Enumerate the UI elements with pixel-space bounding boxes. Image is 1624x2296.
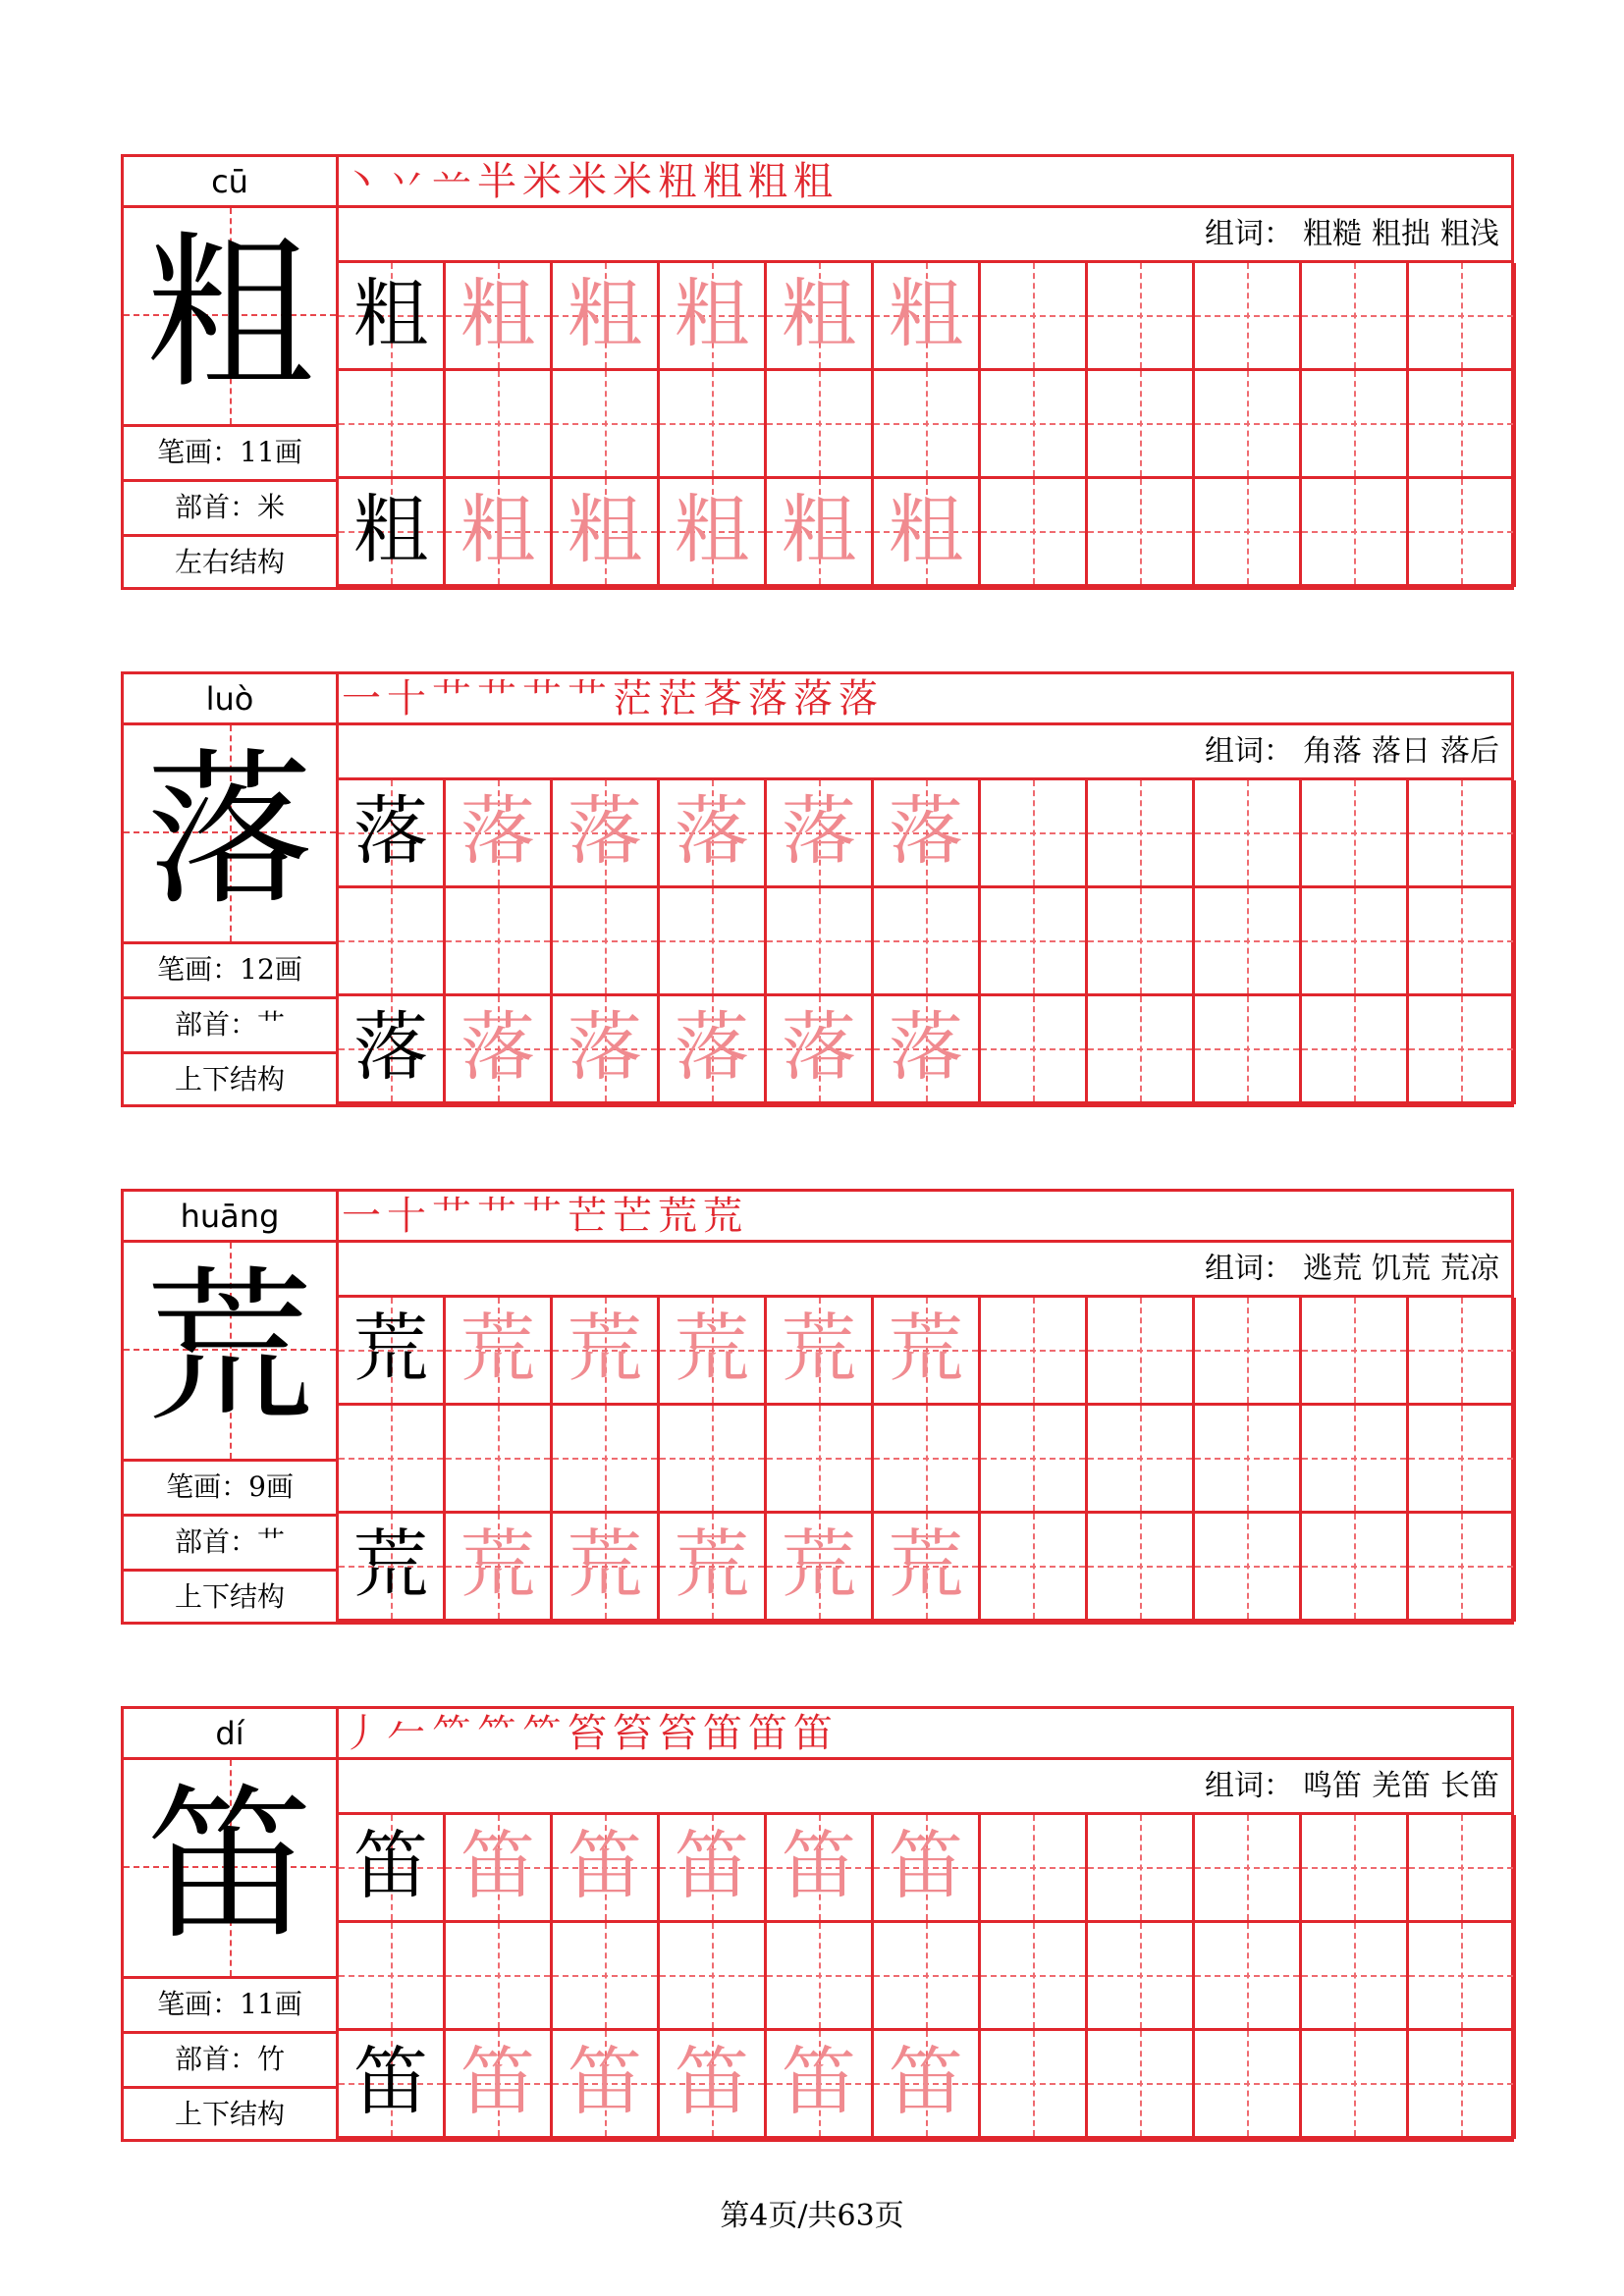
stroke-step: 笞 — [658, 1711, 697, 1756]
model-character: 落 — [145, 734, 313, 929]
page-footer: 第4页/共63页 — [720, 2199, 904, 2233]
practice-cell[interactable] — [981, 1514, 1088, 1622]
practice-cell[interactable] — [1088, 2031, 1195, 2139]
practice-cell[interactable] — [767, 371, 874, 479]
stroke-step: 笛 — [793, 1711, 833, 1756]
practice-cell[interactable] — [767, 1298, 874, 1406]
word: 粗拙 — [1372, 217, 1431, 251]
trace-character: 落 — [568, 1003, 642, 1091]
trace-character: 落 — [889, 1003, 963, 1091]
practice-cell[interactable] — [1409, 780, 1516, 888]
practice-cell[interactable] — [1088, 996, 1195, 1104]
word: 荒凉 — [1440, 1252, 1499, 1286]
trace-character: 荒 — [675, 1521, 749, 1608]
stroke-step: 落 — [793, 676, 833, 721]
practice-cell[interactable] — [446, 371, 553, 479]
practice-cell[interactable] — [874, 888, 981, 996]
stroke-count: 笔画：9画 — [124, 1459, 336, 1514]
character-info-panel — [124, 1192, 339, 1622]
practice-cell[interactable] — [981, 888, 1088, 996]
example-character: 落 — [353, 1003, 428, 1091]
structure: 上下结构 — [124, 2086, 336, 2141]
practice-cell[interactable] — [339, 1514, 446, 1622]
trace-character: 笛 — [675, 1822, 749, 1909]
trace-character: 荒 — [889, 1521, 963, 1608]
practice-cell[interactable] — [1409, 2031, 1516, 2139]
practice-cell[interactable] — [1195, 2031, 1302, 2139]
model-character-box — [124, 725, 336, 941]
practice-cell[interactable] — [981, 780, 1088, 888]
practice-cell[interactable] — [1409, 996, 1516, 1104]
trace-character: 落 — [675, 1003, 749, 1091]
practice-cell[interactable] — [339, 996, 446, 1104]
practice-cell[interactable] — [339, 780, 446, 888]
radical: 部首：艹 — [124, 996, 336, 1051]
stroke-step: 艹 — [522, 1194, 562, 1239]
practice-cell[interactable] — [981, 996, 1088, 1104]
trace-character: 笛 — [889, 2038, 963, 2125]
pinyin: dí — [124, 1709, 336, 1760]
practice-cell[interactable] — [553, 479, 660, 587]
stroke-step: 粗 — [703, 159, 742, 204]
stroke-step: 米 — [568, 159, 607, 204]
words-label: 组词： — [1205, 217, 1293, 251]
word: 逃荒 — [1303, 1252, 1362, 1286]
practice-cell[interactable] — [660, 1298, 767, 1406]
stroke-step: 笛 — [703, 1711, 742, 1756]
word-list — [339, 1760, 1511, 1815]
model-character: 粗 — [145, 217, 313, 411]
practice-cell[interactable] — [1088, 1298, 1195, 1406]
trace-character: 笛 — [568, 1822, 642, 1909]
practice-cell[interactable] — [553, 2031, 660, 2139]
practice-cell[interactable] — [1088, 1923, 1195, 2031]
character-info-panel — [124, 157, 339, 587]
practice-cell[interactable] — [1409, 1923, 1516, 2031]
practice-cell[interactable] — [1088, 888, 1195, 996]
stroke-step: 笞 — [613, 1711, 652, 1756]
practice-cell[interactable] — [767, 888, 874, 996]
word: 饥荒 — [1372, 1252, 1431, 1286]
practice-cell[interactable] — [660, 1514, 767, 1622]
model-character-box — [124, 208, 336, 424]
words-label: 组词： — [1205, 734, 1293, 769]
practice-cell[interactable] — [1302, 2031, 1409, 2139]
example-character: 落 — [353, 787, 428, 875]
practice-cell[interactable] — [446, 1514, 553, 1622]
practice-cell[interactable] — [874, 1923, 981, 2031]
practice-cell[interactable] — [1302, 1406, 1409, 1514]
character-info-panel — [124, 1709, 339, 2139]
practice-cell[interactable] — [553, 1514, 660, 1622]
practice-cell[interactable] — [1302, 1514, 1409, 1622]
stroke-count: 笔画：11画 — [124, 424, 336, 479]
stroke-step: 茫 — [658, 676, 697, 721]
stroke-step: 落 — [748, 676, 787, 721]
trace-character: 粗 — [568, 270, 642, 357]
practice-cell[interactable] — [1088, 1406, 1195, 1514]
practice-cell[interactable] — [339, 1815, 446, 1923]
practice-cell[interactable] — [553, 780, 660, 888]
stroke-count: 笔画：12画 — [124, 941, 336, 996]
practice-cell[interactable] — [339, 1923, 446, 2031]
practice-cell[interactable] — [874, 263, 981, 371]
trace-character: 粗 — [568, 486, 642, 573]
stroke-step: 一 — [342, 676, 381, 721]
practice-cell[interactable] — [1409, 1406, 1516, 1514]
practice-cell[interactable] — [767, 780, 874, 888]
structure: 上下结构 — [124, 1051, 336, 1106]
stroke-step: 笞 — [568, 1711, 607, 1756]
stroke-step: 粈 — [658, 159, 697, 204]
stroke-step: 丶 — [342, 159, 381, 204]
practice-cell[interactable] — [1302, 479, 1409, 587]
practice-cell[interactable] — [767, 1815, 874, 1923]
practice-cell[interactable] — [874, 371, 981, 479]
character-block — [121, 1189, 1514, 1625]
practice-cell[interactable] — [1088, 1815, 1195, 1923]
practice-cell[interactable] — [874, 479, 981, 587]
stroke-step: 十 — [387, 676, 426, 721]
trace-character: 粗 — [889, 486, 963, 573]
words-label: 组词： — [1205, 1769, 1293, 1803]
practice-panel — [339, 1192, 1511, 1622]
trace-character: 笛 — [460, 2038, 535, 2125]
practice-cell[interactable] — [553, 1406, 660, 1514]
practice-cell[interactable] — [553, 888, 660, 996]
practice-cell[interactable] — [874, 1815, 981, 1923]
stroke-step: 荒 — [703, 1194, 742, 1239]
practice-cell[interactable] — [1195, 1298, 1302, 1406]
practice-cell[interactable] — [660, 1815, 767, 1923]
pinyin: cū — [124, 157, 336, 208]
word: 落日 — [1372, 734, 1431, 769]
practice-panel — [339, 157, 1511, 587]
stroke-order — [339, 1709, 1511, 1760]
trace-character: 荒 — [782, 1521, 856, 1608]
word: 粗浅 — [1440, 217, 1499, 251]
trace-character: 粗 — [460, 270, 535, 357]
trace-character: 落 — [568, 787, 642, 875]
model-character: 荒 — [145, 1252, 313, 1446]
model-character-box — [124, 1243, 336, 1459]
practice-cell[interactable] — [553, 1815, 660, 1923]
practice-cell[interactable] — [1088, 479, 1195, 587]
stroke-step: 茫 — [613, 676, 652, 721]
practice-panel — [339, 674, 1511, 1104]
stroke-step: 丿 — [342, 1711, 381, 1756]
trace-character: 荒 — [782, 1305, 856, 1392]
practice-cell[interactable] — [660, 479, 767, 587]
example-character: 粗 — [353, 270, 428, 357]
stroke-step: 米 — [613, 159, 652, 204]
practice-cell[interactable] — [1302, 780, 1409, 888]
practice-cell[interactable] — [874, 996, 981, 1104]
radical: 部首：艹 — [124, 1514, 336, 1569]
practice-cell[interactable] — [1088, 371, 1195, 479]
practice-cell[interactable] — [660, 2031, 767, 2139]
practice-cell[interactable] — [874, 1298, 981, 1406]
practice-cell[interactable] — [339, 479, 446, 587]
practice-cell[interactable] — [1409, 1298, 1516, 1406]
practice-cell[interactable] — [981, 371, 1088, 479]
character-block — [121, 1706, 1514, 2142]
practice-cell[interactable] — [981, 263, 1088, 371]
practice-cell[interactable] — [1302, 1815, 1409, 1923]
example-character: 笛 — [353, 2038, 428, 2125]
trace-character: 荒 — [568, 1305, 642, 1392]
stroke-step: 芒 — [613, 1194, 652, 1239]
practice-cell[interactable] — [1195, 1815, 1302, 1923]
practice-cell[interactable] — [1302, 1298, 1409, 1406]
trace-character: 粗 — [889, 270, 963, 357]
practice-cell[interactable] — [553, 1298, 660, 1406]
practice-cell[interactable] — [1409, 479, 1516, 587]
practice-panel — [339, 1709, 1511, 2139]
word: 羌笛 — [1372, 1769, 1431, 1803]
trace-character: 粗 — [460, 486, 535, 573]
practice-cell[interactable] — [553, 371, 660, 479]
practice-cell[interactable] — [660, 780, 767, 888]
practice-cell[interactable] — [1195, 888, 1302, 996]
word: 角落 — [1303, 734, 1362, 769]
practice-cell[interactable] — [660, 996, 767, 1104]
practice-cell[interactable] — [446, 996, 553, 1104]
trace-character: 笛 — [782, 2038, 856, 2125]
practice-cell[interactable] — [767, 996, 874, 1104]
practice-cell[interactable] — [981, 2031, 1088, 2139]
structure: 左右结构 — [124, 534, 336, 589]
practice-cell[interactable] — [1409, 371, 1516, 479]
practice-cell[interactable] — [767, 1923, 874, 2031]
practice-cell[interactable] — [1195, 996, 1302, 1104]
trace-character: 笛 — [675, 2038, 749, 2125]
practice-grid — [339, 1298, 1511, 1622]
practice-cell[interactable] — [660, 1923, 767, 2031]
trace-character: 荒 — [889, 1305, 963, 1392]
stroke-step: ⺮ — [522, 1711, 562, 1756]
practice-cell[interactable] — [339, 2031, 446, 2139]
stroke-step: 艹 — [522, 676, 562, 721]
practice-cell[interactable] — [874, 1514, 981, 1622]
practice-cell[interactable] — [660, 263, 767, 371]
trace-character: 笛 — [889, 1822, 963, 1909]
stroke-step: 艹 — [568, 676, 607, 721]
practice-cell[interactable] — [767, 1514, 874, 1622]
trace-character: 落 — [889, 787, 963, 875]
practice-cell[interactable] — [446, 1406, 553, 1514]
practice-cell[interactable] — [1088, 780, 1195, 888]
radical: 部首：米 — [124, 479, 336, 534]
practice-cell[interactable] — [446, 479, 553, 587]
example-character: 粗 — [353, 486, 428, 573]
practice-cell[interactable] — [446, 1298, 553, 1406]
trace-character: 笛 — [460, 1822, 535, 1909]
practice-grid — [339, 1815, 1511, 2139]
practice-cell[interactable] — [339, 263, 446, 371]
stroke-order — [339, 1192, 1511, 1243]
practice-cell[interactable] — [1302, 996, 1409, 1104]
practice-cell[interactable] — [1195, 371, 1302, 479]
example-character: 荒 — [353, 1521, 428, 1608]
practice-cell[interactable] — [1302, 888, 1409, 996]
stroke-step: 丷 — [387, 159, 426, 204]
practice-cell[interactable] — [553, 1923, 660, 2031]
practice-cell[interactable] — [767, 479, 874, 587]
practice-grid — [339, 780, 1511, 1104]
practice-cell[interactable] — [874, 1406, 981, 1514]
stroke-step: 艹 — [432, 676, 471, 721]
trace-character: 粗 — [675, 270, 749, 357]
practice-cell[interactable] — [1409, 263, 1516, 371]
practice-cell[interactable] — [446, 2031, 553, 2139]
practice-cell[interactable] — [553, 263, 660, 371]
stroke-step: 十 — [387, 1194, 426, 1239]
practice-cell[interactable] — [660, 1406, 767, 1514]
trace-character: 粗 — [782, 486, 856, 573]
stroke-step: 艹 — [477, 676, 516, 721]
practice-cell[interactable] — [339, 1298, 446, 1406]
word: 粗糙 — [1303, 217, 1362, 251]
stroke-step: 一 — [342, 1194, 381, 1239]
word: 落后 — [1440, 734, 1499, 769]
practice-grid — [339, 263, 1511, 587]
practice-cell[interactable] — [553, 996, 660, 1104]
stroke-step: ⺮ — [477, 1711, 516, 1756]
practice-cell[interactable] — [874, 780, 981, 888]
practice-cell[interactable] — [446, 1815, 553, 1923]
practice-cell[interactable] — [339, 371, 446, 479]
practice-cell[interactable] — [981, 1298, 1088, 1406]
practice-cell[interactable] — [1409, 888, 1516, 996]
practice-cell[interactable] — [981, 1406, 1088, 1514]
word-list — [339, 1243, 1511, 1298]
practice-cell[interactable] — [660, 888, 767, 996]
trace-character: 落 — [460, 1003, 535, 1091]
word: 鸣笛 — [1303, 1769, 1362, 1803]
stroke-order — [339, 674, 1511, 725]
pinyin: huāng — [124, 1192, 336, 1243]
practice-cell[interactable] — [981, 479, 1088, 587]
practice-cell[interactable] — [1195, 780, 1302, 888]
trace-character: 粗 — [675, 486, 749, 573]
stroke-step: 䒑 — [432, 159, 471, 204]
practice-cell[interactable] — [1409, 1514, 1516, 1622]
stroke-step: 粗 — [793, 159, 833, 204]
practice-cell[interactable] — [1088, 263, 1195, 371]
pinyin: luò — [124, 674, 336, 725]
word: 长笛 — [1440, 1769, 1499, 1803]
trace-character: 笛 — [568, 2038, 642, 2125]
model-character: 笛 — [145, 1769, 313, 1963]
practice-cell[interactable] — [446, 780, 553, 888]
practice-cell[interactable] — [1195, 263, 1302, 371]
trace-character: 笛 — [782, 1822, 856, 1909]
trace-character: 落 — [782, 787, 856, 875]
practice-cell[interactable] — [1195, 1923, 1302, 2031]
character-block — [121, 671, 1514, 1107]
model-character-box — [124, 1760, 336, 1976]
practice-cell[interactable] — [1409, 1815, 1516, 1923]
trace-character: 落 — [782, 1003, 856, 1091]
stroke-step: 茖 — [703, 676, 742, 721]
stroke-step: 荒 — [658, 1194, 697, 1239]
practice-cell[interactable] — [1302, 1923, 1409, 2031]
trace-character: 荒 — [568, 1521, 642, 1608]
word-list — [339, 208, 1511, 263]
stroke-step: 笛 — [748, 1711, 787, 1756]
structure: 上下结构 — [124, 1569, 336, 1624]
practice-cell[interactable] — [1195, 1406, 1302, 1514]
stroke-step: 𠂉 — [387, 1711, 426, 1756]
practice-cell[interactable] — [660, 371, 767, 479]
words-label: 组词： — [1205, 1252, 1293, 1286]
practice-cell[interactable] — [446, 263, 553, 371]
stroke-step: 粗 — [748, 159, 787, 204]
practice-cell[interactable] — [1302, 263, 1409, 371]
practice-cell[interactable] — [874, 2031, 981, 2139]
trace-character: 荒 — [675, 1305, 749, 1392]
trace-character: 落 — [675, 787, 749, 875]
practice-cell[interactable] — [767, 2031, 874, 2139]
stroke-step: ⺮ — [432, 1711, 471, 1756]
example-character: 笛 — [353, 1822, 428, 1909]
trace-character: 荒 — [460, 1305, 535, 1392]
stroke-count: 笔画：11画 — [124, 1976, 336, 2031]
radical: 部首：竹 — [124, 2031, 336, 2086]
practice-cell[interactable] — [1088, 1514, 1195, 1622]
practice-cell[interactable] — [1302, 371, 1409, 479]
stroke-step: 艹 — [432, 1194, 471, 1239]
trace-character: 荒 — [460, 1521, 535, 1608]
stroke-step: 半 — [477, 159, 516, 204]
practice-cell[interactable] — [1195, 1514, 1302, 1622]
practice-cell[interactable] — [446, 888, 553, 996]
trace-character: 落 — [460, 787, 535, 875]
practice-cell[interactable] — [767, 263, 874, 371]
stroke-step: 芒 — [568, 1194, 607, 1239]
word-list — [339, 725, 1511, 780]
stroke-order — [339, 157, 1511, 208]
practice-cell[interactable] — [339, 888, 446, 996]
practice-cell[interactable] — [446, 1923, 553, 2031]
practice-cell[interactable] — [339, 1406, 446, 1514]
character-info-panel — [124, 674, 339, 1104]
practice-cell[interactable] — [767, 1406, 874, 1514]
example-character: 荒 — [353, 1305, 428, 1392]
practice-cell[interactable] — [981, 1815, 1088, 1923]
practice-cell[interactable] — [1195, 479, 1302, 587]
stroke-step: 米 — [522, 159, 562, 204]
stroke-step: 落 — [839, 676, 878, 721]
stroke-step: 艹 — [477, 1194, 516, 1239]
practice-cell[interactable] — [981, 1923, 1088, 2031]
character-block — [121, 154, 1514, 590]
trace-character: 粗 — [782, 270, 856, 357]
